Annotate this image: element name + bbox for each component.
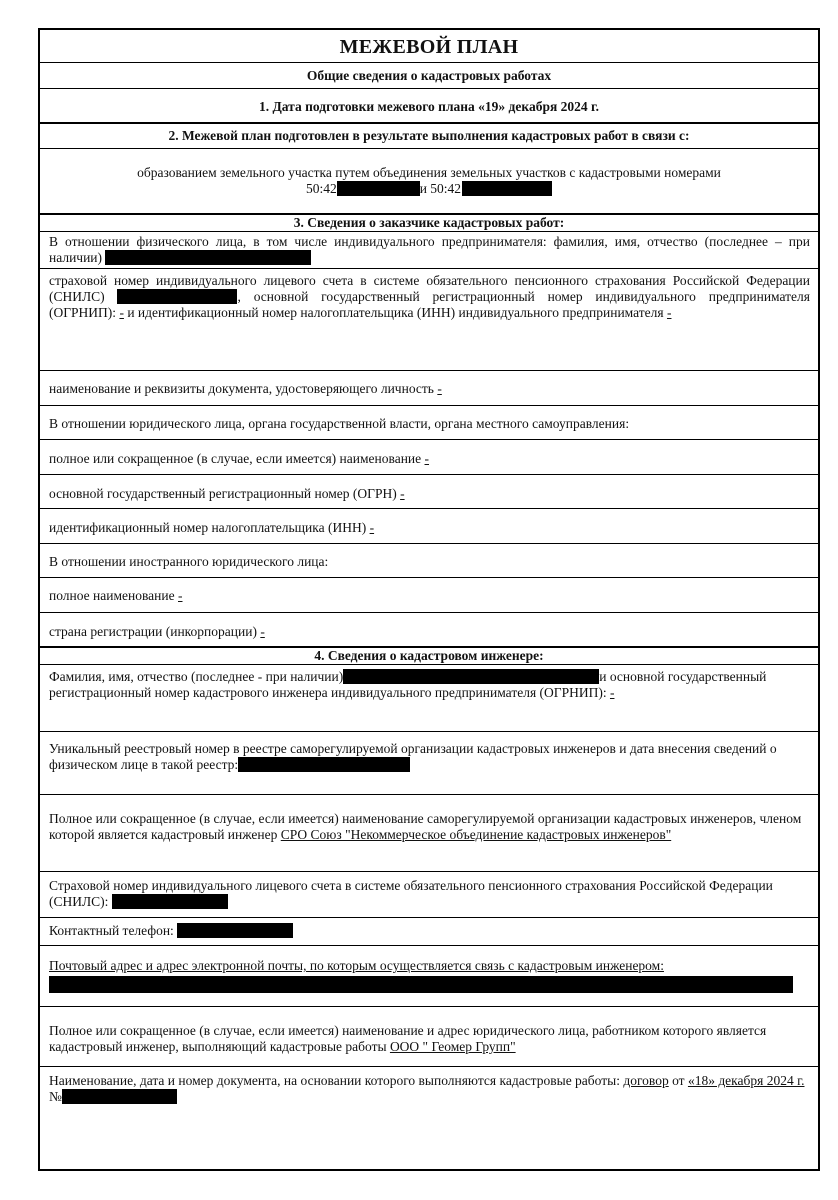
country-row <box>40 613 818 648</box>
employer-text: Полное или сокращенное (в случае, если имеется) наименование и адрес юридического лица, работником которого является кадастровый инженер, выполняющий кадастровые работы ООО " Геомер Групп" <box>49 1023 767 1054</box>
foreign-name-row <box>40 578 818 613</box>
customer-person-row <box>40 232 818 269</box>
title-row <box>40 30 818 63</box>
section2-heading-row <box>40 124 818 149</box>
legal-entity-row <box>40 406 818 440</box>
employer-row <box>40 1007 818 1067</box>
section3-heading: 3. Сведения о заказчике кадастровых работ: <box>293 215 565 230</box>
contract-text: Наименование, дата и номер документа, на основании которого выполняются кадастровые работы: договор от «18» декабря 2024 г. № <box>49 1073 805 1104</box>
inn-row <box>40 509 818 544</box>
phone-row <box>40 918 818 946</box>
redaction <box>343 669 599 684</box>
engineer-fio-row <box>40 665 818 732</box>
legal-name-text: полное или сокращенное (в случае, если имеется) наименование - <box>49 451 430 466</box>
redaction <box>49 976 793 993</box>
redaction <box>62 1089 177 1104</box>
section1-heading: 1. Дата подготовки межевого плана «19» декабря 2024 г. <box>258 99 599 114</box>
address-text: Почтовый адрес и адрес электронной почты, по которым осуществляется связь с кадастровым инженером: <box>49 958 810 994</box>
customer-snils-text: страховой номер индивидуального лицевого счета в системе обязательного пенсионного страхования Российской Федерации (СНИЛС) , основной государственный регистрационный номер индивидуального предпринимателя (ОГРНИП): - и идентификационный номер налогоплательщика (ИНН) индивидуального предпринимателя - <box>49 273 810 320</box>
registry-row <box>40 732 818 795</box>
redaction <box>337 181 420 196</box>
redaction <box>117 289 237 304</box>
inn-text: идентификационный номер налогоплательщика (ИНН) - <box>49 520 375 535</box>
contract-date: «18» декабря 2024 г. <box>687 1073 805 1088</box>
redaction <box>105 250 311 265</box>
page-title: МЕЖЕВОЙ ПЛАН <box>339 36 519 58</box>
section1-row <box>40 89 818 124</box>
page-subtitle: Общие сведения о кадастровых работах <box>306 68 552 83</box>
section2-heading: 2. Межевой план подготовлен в результате выполнения кадастровых работ в связи с: <box>168 128 690 143</box>
cadastral-number-2-prefix: и 50:42 <box>419 181 462 196</box>
engineer-fio-text: Фамилия, имя, отчество (последнее - при наличии) и основной государственный регистрационный номер кадастрового инженера индивидуального предпринимателя (ОГРНИП): - <box>49 669 767 700</box>
engineer-snils-text: Страховой номер индивидуального лицевого счета в системе обязательного пенсионного страхования Российской Федерации (СНИЛС): <box>49 878 773 909</box>
contract-row <box>40 1067 818 1171</box>
customer-person-text: В отношении физического лица, в том числе индивидуального предпринимателя: фамилия, имя, отчество (последнее – при наличии) <box>49 234 810 265</box>
customer-snils-row <box>40 269 818 371</box>
employer-name: ООО " Геомер Групп" <box>389 1039 516 1054</box>
section4-heading-row <box>40 648 818 665</box>
sro-text: Полное или сокращенное (в случае, если имеется) наименование саморегулируемой организации кадастровых инженеров, членом которой является кадастровый инженер СРО Союз "Некоммерческое объединение кадастровых инженеров" <box>49 811 802 842</box>
cadastral-number-1-prefix: 50:42 <box>305 181 337 196</box>
foreign-name-text: полное наименование - <box>49 588 183 603</box>
identity-doc-text: наименование и реквизиты документа, удостоверяющего личность - <box>49 381 442 396</box>
ogrn-text: основной государственный регистрационный номер (ОГРН) - <box>49 486 405 501</box>
section2-body-row <box>40 149 818 215</box>
engineer-snils-row <box>40 872 818 918</box>
redaction <box>177 923 293 938</box>
sro-name: СРО Союз "Некоммерческое объединение кадастровых инженеров" <box>280 827 672 842</box>
registry-text: Уникальный реестровый номер в реестре саморегулируемой организации кадастровых инженеров и дата внесения сведений о физическом лице в такой реестр: <box>49 741 777 772</box>
subtitle-row <box>40 63 818 89</box>
legal-entity-intro: В отношении юридического лица, органа государственной власти, органа местного самоуправления: <box>49 416 630 431</box>
section3-heading-row <box>40 215 818 232</box>
country-text: страна регистрации (инкорпорации) - <box>49 624 265 639</box>
redaction <box>238 757 410 772</box>
work-reason-text: образованием земельного участка путем объединения земельных участков с кадастровыми номерами <box>137 165 721 180</box>
phone-text: Контактный телефон: <box>49 923 810 939</box>
sro-row <box>40 795 818 872</box>
foreign-entity-row <box>40 544 818 578</box>
address-row <box>40 946 818 1007</box>
redaction <box>462 181 552 196</box>
redaction <box>112 894 228 909</box>
section4-heading: 4. Сведения о кадастровом инженере: <box>314 648 544 663</box>
foreign-entity-intro: В отношении иностранного юридического лица: <box>49 554 329 569</box>
legal-name-row <box>40 440 818 475</box>
ogrn-row <box>40 475 818 509</box>
identity-doc-row <box>40 371 818 406</box>
work-reason <box>44 165 814 197</box>
document-sheet <box>38 28 820 1171</box>
